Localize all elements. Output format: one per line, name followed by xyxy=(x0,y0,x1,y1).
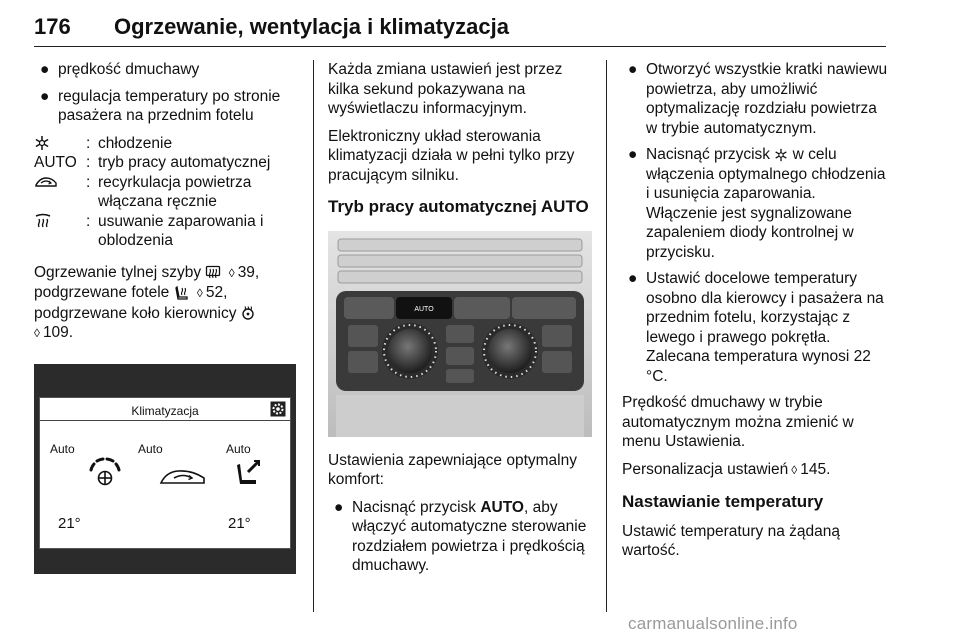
column-1 xyxy=(34,60,296,574)
list-item: ● Otworzyć wszystkie kratki nawiewu powietrza, aby umożliwić optymalizację rozdziału powietrza w trybie automatycznym. xyxy=(628,61,888,137)
section-heading: Tryb pracy automatycznej AUTO xyxy=(328,197,589,216)
driver-temperature-knob[interactable] xyxy=(388,329,432,373)
car-recirculation-icon xyxy=(158,466,208,488)
panel-auto-label: AUTO xyxy=(414,305,434,313)
passenger-temperature-knob[interactable] xyxy=(488,329,532,373)
air-distribution-label: Auto xyxy=(226,441,251,456)
heated-seat-icon xyxy=(174,285,190,301)
snowflake-icon xyxy=(34,135,50,151)
control-panel-photo xyxy=(328,231,592,437)
seat-airflow-icon xyxy=(232,458,262,490)
screen-title: Klimatyzacja xyxy=(131,403,199,418)
recirculation-label: Auto xyxy=(138,441,163,456)
list-item: ● regulacja temperatury po stronie pasażera na przednim fotelu xyxy=(40,87,281,124)
watermark: carmanualsonline.info xyxy=(628,614,798,633)
page-number: 176 xyxy=(34,14,71,39)
climate-control-panel-figure xyxy=(328,231,592,437)
reference-arrow-icon: ◊ xyxy=(34,326,40,340)
paragraph: Ustawić temperatury na żądaną wartość. xyxy=(622,522,840,559)
heated-steering-wheel-icon xyxy=(241,306,255,320)
reference-arrow-icon: ◊ xyxy=(196,286,203,300)
definition-row: : recyrkulacja powietrza włączana ręcznie xyxy=(34,173,296,212)
list-item: ● prędkość dmuchawy xyxy=(40,61,200,78)
reference-arrow-icon: ◊ xyxy=(791,462,798,477)
recirculation-icon xyxy=(34,175,58,189)
auto-symbol: AUTO xyxy=(34,154,77,171)
definition-row: : chłodzenie xyxy=(34,134,296,154)
paragraph: Każda zmiana ustawień jest przez kilka sekund pokazywana na wyświetlaczu informacyjnym. xyxy=(328,61,563,117)
paragraph: Personalizacja ustawień ◊ 145. xyxy=(622,460,888,481)
cross-reference-paragraph: Ogrzewanie tylnej szyby ◊ 39, podgrzewane fotele ◊ 52, podgrzewane koło kierownicy ◊ 109. xyxy=(34,263,296,344)
list-item: ● Nacisnąć przycisk w celu włączenia optymalnego chłodzenia i usunięcia zaparowania. Włączenie jest sygnalizowane zapaleniem diody kontrolnej w przycisku. xyxy=(628,146,886,261)
climate-display-screen xyxy=(39,397,291,549)
climate-display-figure xyxy=(34,364,296,574)
list-item: ● Ustawić docelowe temperatury osobno dla kierowcy i pasażera na przednim fotelu, korzystając z lewego i prawego pokrętła. Zalecana temperatura wynosi 22 °C. xyxy=(628,270,884,385)
reference-arrow-icon: ◊ xyxy=(228,265,235,280)
page-header xyxy=(34,6,886,47)
column-divider xyxy=(313,60,314,612)
settings-gear-icon xyxy=(270,401,286,417)
paragraph: Elektroniczny układ sterowania klimatyzacji działa w pełni tylko przy pracującym silniku. xyxy=(328,127,575,184)
paragraph: Ustawienia zapewniające optymalny komfort: xyxy=(328,451,577,488)
symbol-definitions xyxy=(34,134,296,251)
list-item: ● Nacisnąć przycisk AUTO, aby włączyć automatyczne sterowanie rozdziałem powietrza i prędkością dmuchawy. xyxy=(334,498,587,574)
definition-row: AUTO : tryb pracy automatycznej xyxy=(34,154,271,171)
definition-row: : usuwanie zaparowania i oblodzenia xyxy=(34,212,296,251)
column-3 xyxy=(622,60,888,569)
fan-icon xyxy=(86,456,124,490)
page-title: Ogrzewanie, wentylacja i klimatyzacja xyxy=(114,14,509,39)
section-heading: Nastawianie temperatury xyxy=(622,492,824,511)
column-2 xyxy=(328,60,592,583)
driver-temperature: 21° xyxy=(58,514,81,532)
snowflake-icon xyxy=(774,148,788,162)
column-divider xyxy=(606,60,607,612)
defrost-icon xyxy=(34,213,52,229)
fan-speed-label: Auto xyxy=(50,441,75,456)
passenger-temperature: 21° xyxy=(228,514,251,532)
rear-window-heating-icon xyxy=(205,265,221,279)
paragraph: Prędkość dmuchawy w trybie automatycznym można zmienić w menu Ustawienia. xyxy=(622,394,854,450)
